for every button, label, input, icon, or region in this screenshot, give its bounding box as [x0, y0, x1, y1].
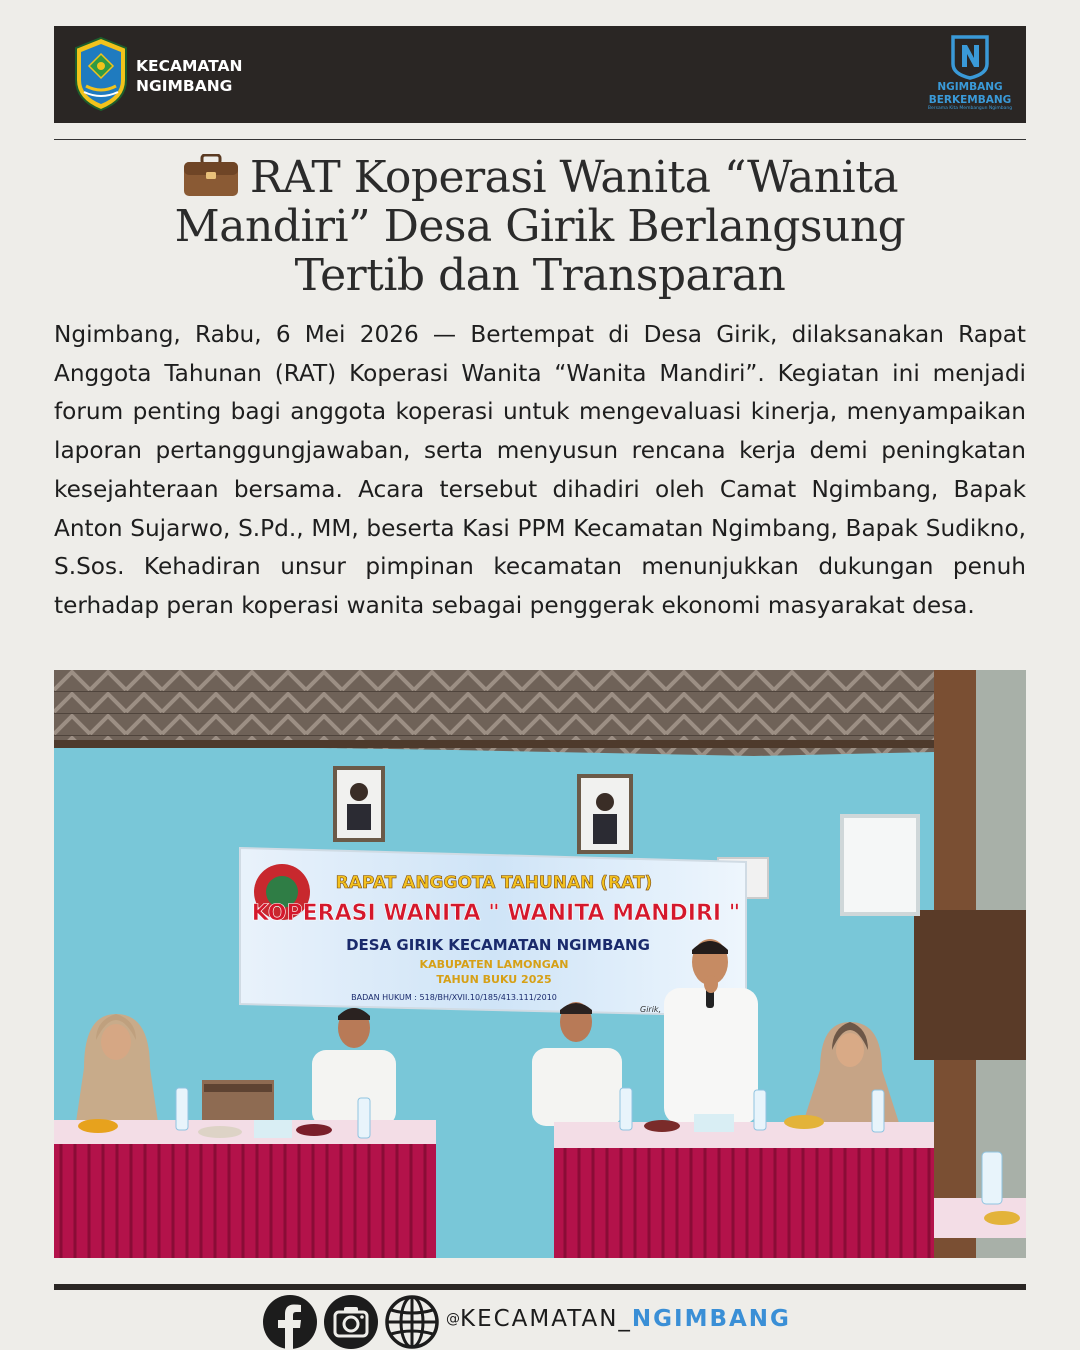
banner-line6: BADAN HUKUM : 518/BH/XVII.10/185/413.111/2010: [351, 993, 557, 1002]
table-right-cloth: [554, 1148, 934, 1258]
org-name-line2: NGIMBANG: [136, 77, 233, 95]
social-handle[interactable]: [446, 1306, 791, 1332]
banner-line2: KOPERASI WANITA " WANITA MANDIRI ": [251, 901, 741, 926]
event-photo: [54, 670, 1026, 1258]
bottom-divider: [54, 1284, 1026, 1290]
banner-line1: RAPAT ANGGOTA TAHUNAN (RAT): [335, 873, 653, 893]
handle-at: @: [446, 1311, 460, 1327]
org-name-line1: KECAMATAN: [136, 57, 243, 75]
table-left-cloth: [54, 1144, 436, 1258]
handle-part1: KECAMATAN_: [460, 1306, 632, 1332]
footer-social: [262, 1292, 822, 1350]
lamongan-regency-emblem-icon: [72, 36, 130, 112]
facebook-icon[interactable]: [262, 1294, 318, 1350]
top-divider: [54, 139, 1026, 140]
brand-tagline: Bersama Kita Membangun Ngimbang: [927, 106, 1013, 111]
event-banner: [240, 848, 746, 1016]
brand-name-line1: NGIMBANG: [937, 81, 1003, 93]
n-shield-logo-icon: [950, 34, 990, 80]
briefcase-icon: [182, 154, 240, 198]
brand-name-line2: BERKEMBANG: [928, 94, 1012, 106]
banner-line5: TAHUN BUKU 2025: [436, 973, 552, 986]
banner-corner-text: Girik,: [640, 1005, 662, 1014]
banner-line4: KABUPATEN LAMONGAN: [419, 958, 569, 971]
article-body: Ngimbang, Rabu, 6 Mei 2026 — Bertempat di Desa Girik, dilaksanakan Rapat Anggota Tahunan (RAT) Koperasi Wanita “Wanita Mandiri”. Kegiatan ini menjadi forum penting bagi anggota koperasi untuk mengevaluasi kinerja, menyampaikan laporan pertanggungjawaban, serta menyusun rencana kerja demi peningkatan kesejahteraan bersama. Acara tersebut dihadiri oleh Camat Ngimbang, Bapak Anton Sujarwo, S.Pd., MM, beserta Kasi PPM Kecamatan Ngimbang, Bapak Sudikno, S.Sos. Kehadiran unsur pimpinan kecamatan menunjukkan dukungan penuh terhadap peran koperasi wanita sebagai penggerak ekonomi masyarakat desa.: [54, 321, 1026, 619]
instagram-camera-icon[interactable]: [323, 1294, 379, 1350]
brand-logo: [922, 34, 1018, 118]
organization-name: [136, 56, 243, 96]
article-title-text: RAT Koperasi Wanita “Wanita Mandiri” Desa Girik Berlangsung Tertib dan Transparan: [174, 152, 906, 301]
article-title: [120, 153, 960, 300]
banner-line3: DESA GIRIK KECAMATAN NGIMBANG: [346, 936, 650, 954]
handle-part2: NGIMBANG: [631, 1306, 791, 1332]
header-bar: [54, 26, 1026, 123]
window: [842, 816, 918, 914]
globe-icon[interactable]: [384, 1294, 440, 1350]
